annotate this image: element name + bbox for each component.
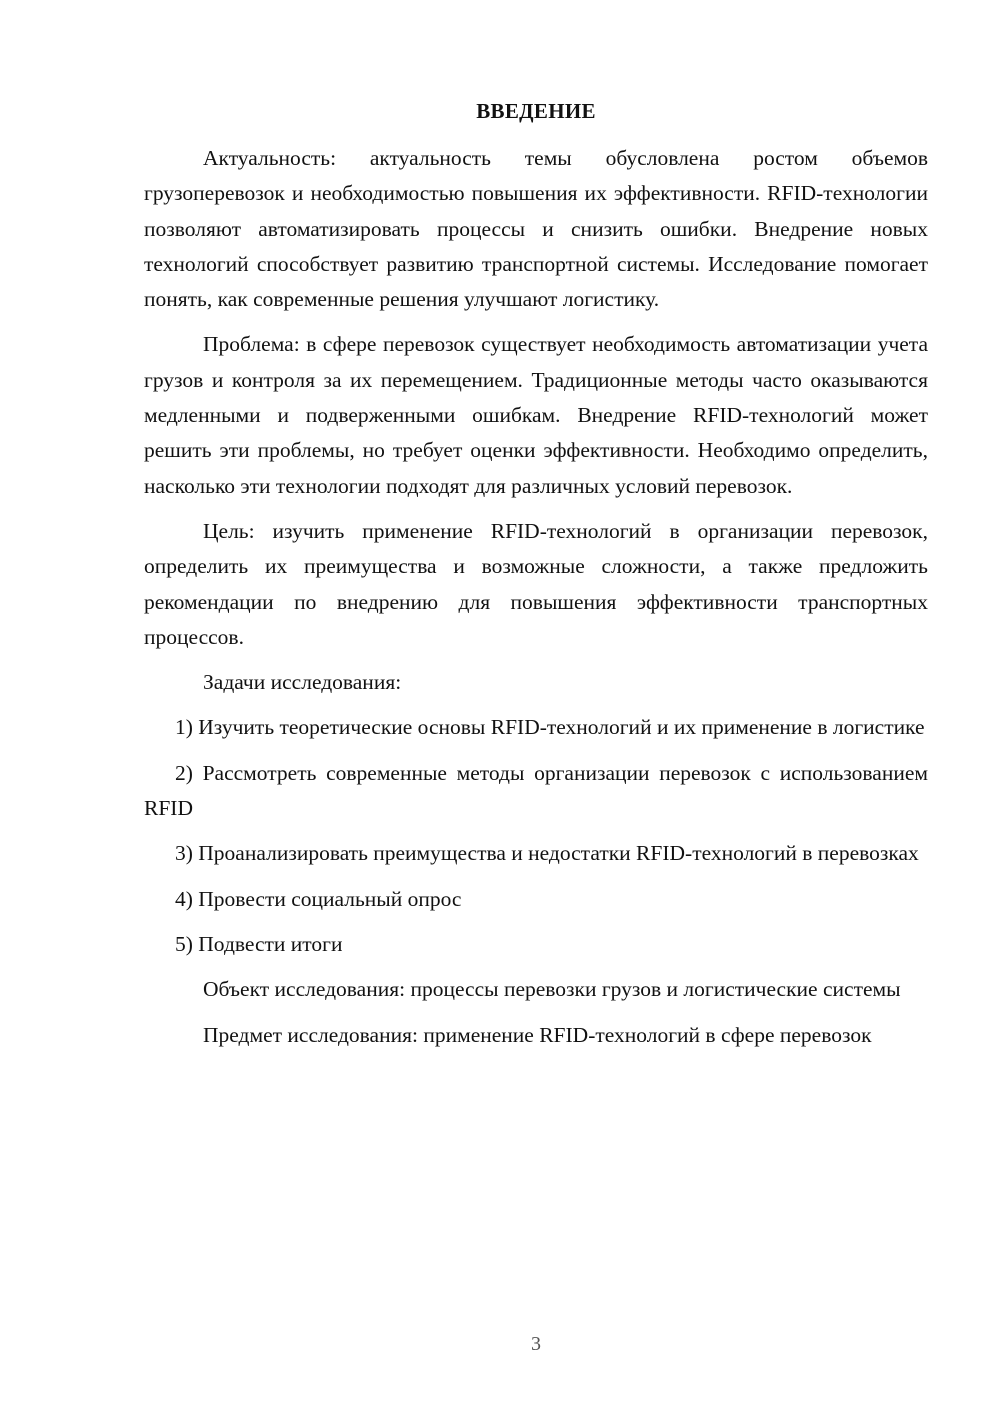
- task-item-1: 1) Изучить теоретические основы RFID-технологий и их применение в логистике: [175, 715, 925, 740]
- page-number: 3: [531, 1333, 541, 1355]
- paragraph-goal: Цель: изучить применение RFID-технологий в организации перевозок, определить их преимущества и возможные сложности, а также предложить рекомендации по внедрению для повышения эффективности транспортных процессов.: [144, 518, 928, 649]
- paragraph-tasks-heading: Задачи исследования:: [203, 670, 402, 695]
- paragraph-relevance: Актуальность: актуальность темы обусловлена ростом объемов грузоперевозок и необходимостью повышения их эффективности. RFID-технологии позволяют автоматизировать процессы и снизить ошибки. Внедрение новых технологий способствует развитию транспортной системы. Исследование помогает понять, как современные решения улучшают логистику.: [144, 146, 928, 312]
- paragraph-object: Объект исследования: процессы перевозки грузов и логистические системы: [203, 977, 901, 1002]
- task-item-3: 3) Проанализировать преимущества и недостатки RFID-технологий в перевозках: [175, 841, 919, 866]
- task-item-2: 2) Рассмотреть современные методы организации перевозок с использованием RFID: [144, 760, 928, 821]
- paragraph-subject: Предмет исследования: применение RFID-технологий в сфере перевозок: [203, 1022, 872, 1047]
- document-body: [144, 141, 928, 1063]
- task-item-5: 5) Подвести итоги: [175, 931, 343, 956]
- page-title: ВВЕДЕНИЕ: [476, 99, 596, 123]
- paragraph-problem: Проблема: в сфере перевозок существует необходимость автоматизации учета грузов и контроля за их перемещением. Традиционные методы часто оказываются медленными и подверженными ошибкам. Внедрение RFID-технологий может решить эти проблемы, но требует оценки эффективности. Необходимо определить, насколько эти технологии подходят для различных условий перевозок.: [144, 332, 928, 498]
- task-item-4: 4) Провести социальный опрос: [175, 886, 462, 911]
